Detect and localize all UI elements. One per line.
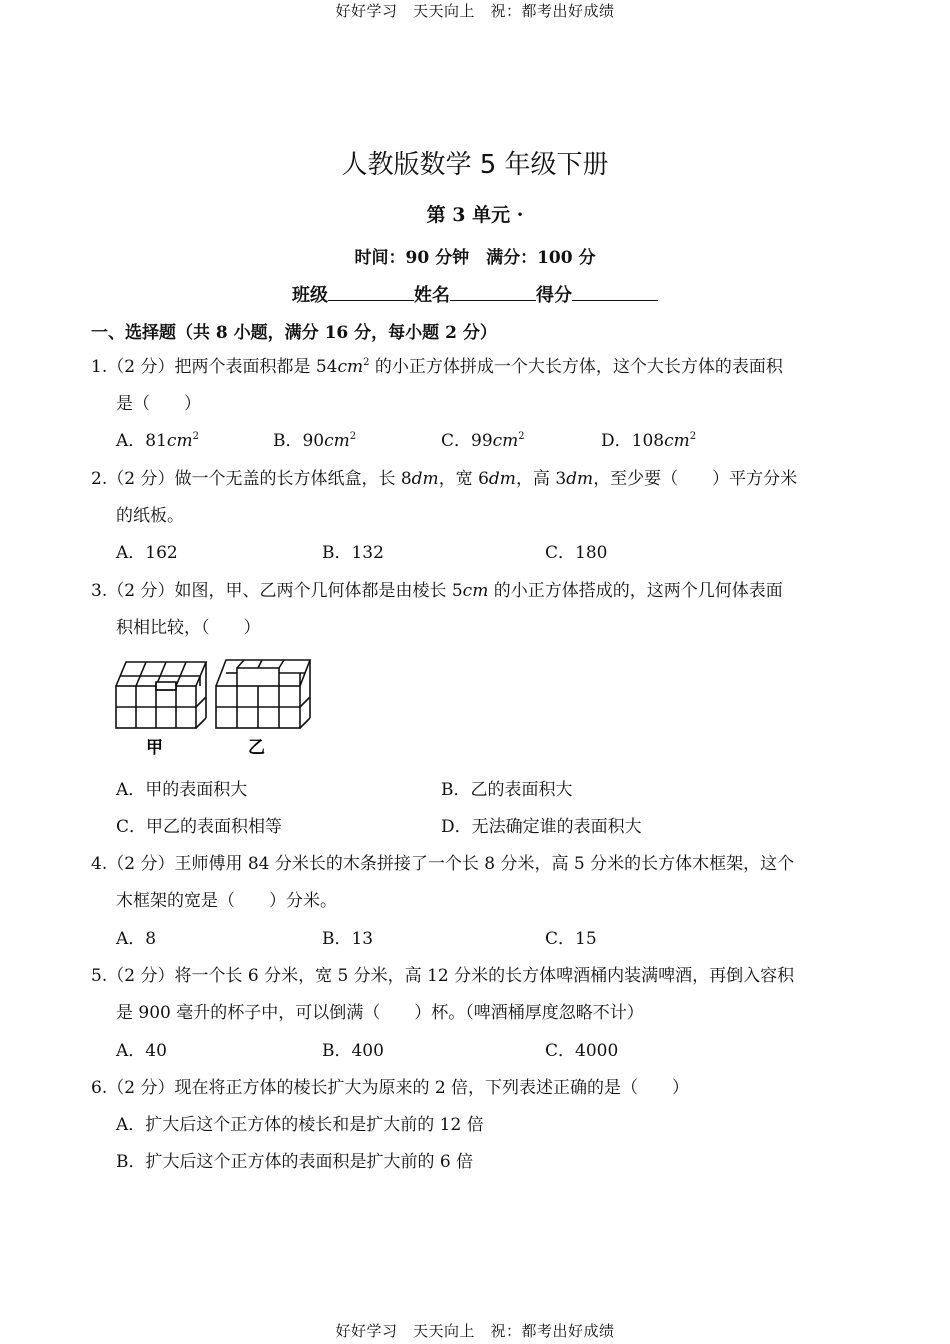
q6-option-b[interactable]: B．扩大后这个正方体的表面积是扩大前的 6 倍: [116, 1152, 474, 1172]
student-fields: [0, 281, 950, 307]
class-label: 班级: [292, 285, 328, 306]
q3-options-row1: [0, 778, 950, 802]
class-blank[interactable]: [328, 282, 414, 301]
q3-option-c[interactable]: C．甲乙的表面积相等: [116, 817, 283, 837]
q3-options-row2: [0, 815, 950, 839]
q3-option-b[interactable]: B．乙的表面积大: [441, 780, 573, 800]
question-2: 2.（2 分）做一个无盖的长方体纸盒，长 8dm，宽 6dm，高 3dm，至少要（ ）平方分米: [91, 469, 798, 489]
q1-options: [0, 429, 950, 453]
q6-option-b-row: [0, 1150, 950, 1174]
name-blank[interactable]: [450, 282, 536, 301]
page-footer: 好好学习 天天向上 祝：都考出好成绩: [335, 1322, 615, 1340]
figure-label-yi: 乙: [248, 738, 265, 758]
q4-option-a[interactable]: A．8: [116, 929, 157, 949]
question-2-cont: 的纸板。: [116, 506, 184, 526]
q2-option-b[interactable]: B．132: [322, 543, 384, 563]
question-4-cont: 木框架的宽是（ ）分米。: [116, 891, 337, 911]
question-1: 1.（2 分）把两个表面积都是 $54cm^2$ 的小正方体拼成一个大长方体，这个大长方体的表面积: [91, 357, 783, 377]
question-3-cont: 积相比较，（ ）: [116, 618, 261, 638]
question-3: 3.（2 分）如图，甲、乙两个几何体都是由棱长 5cm 的小正方体搭成的，这两个几何体表面: [91, 581, 783, 601]
q3-option-d[interactable]: D．无法确定谁的表面积大: [441, 817, 642, 837]
score-blank[interactable]: [572, 282, 658, 301]
q1-option-c[interactable]: C．$99cm^2$: [441, 431, 525, 451]
page-title: 人教版数学 5 年级下册: [341, 150, 609, 180]
page-header: 好好学习 天天向上 祝：都考出好成绩: [335, 2, 615, 20]
q6-option-a[interactable]: A．扩大后这个正方体的棱长和是扩大前的 12 倍: [116, 1115, 484, 1135]
q4-option-c[interactable]: C．15: [545, 929, 597, 949]
q6-option-a-row: [0, 1113, 950, 1137]
q3-figure: [112, 652, 312, 760]
q4-options: [0, 927, 950, 951]
q2-option-a[interactable]: A．162: [116, 543, 178, 563]
score-label: 得分: [536, 285, 572, 306]
unit-subtitle: 第 3 单元 ·: [426, 204, 524, 226]
figure-jia-solid: [116, 662, 206, 728]
q5-option-c[interactable]: C．4000: [545, 1041, 619, 1061]
q5-option-a[interactable]: A．40: [116, 1041, 167, 1061]
q1-option-b[interactable]: B．$90cm^2$: [273, 431, 357, 451]
q1-option-a[interactable]: A．$81cm^2$: [116, 431, 199, 451]
question-1-cont: 是（ ）: [116, 394, 201, 414]
q4-option-b[interactable]: B．13: [322, 929, 374, 949]
q5-option-b[interactable]: B．400: [322, 1041, 384, 1061]
question-6: 6.（2 分）现在将正方体的棱长扩大为原来的 2 倍，下列表述正确的是（ ）: [91, 1078, 690, 1098]
q2-options: [0, 541, 950, 565]
question-5-cont: 是 900 毫升的杯子中，可以倒满（ ）杯。（啤酒桶厚度忽略不计）: [116, 1003, 644, 1023]
q5-options: [0, 1039, 950, 1063]
question-5: 5.（2 分）将一个长 6 分米，宽 5 分米，高 12 分米的长方体啤酒桶内装满啤酒，再倒入容积: [91, 966, 795, 986]
q1-option-d[interactable]: D．$108cm^2$: [601, 431, 697, 451]
question-4: 4.（2 分）王师傅用 84 分米长的木条拼接了一个长 8 分米，高 5 分米的长方体木框架，这个: [91, 854, 795, 874]
q2-option-c[interactable]: C．180: [545, 543, 608, 563]
figure-label-jia: 甲: [146, 738, 163, 758]
q3-option-a[interactable]: A．甲的表面积大: [116, 780, 248, 800]
figure-yi-solid: [216, 660, 310, 728]
name-label: 姓名: [414, 285, 450, 306]
exam-meta: 时间：90 分钟 满分：100 分: [354, 248, 596, 268]
section-heading: 一、选择题（共 8 小题，满分 16 分，每小题 2 分）: [91, 323, 497, 343]
